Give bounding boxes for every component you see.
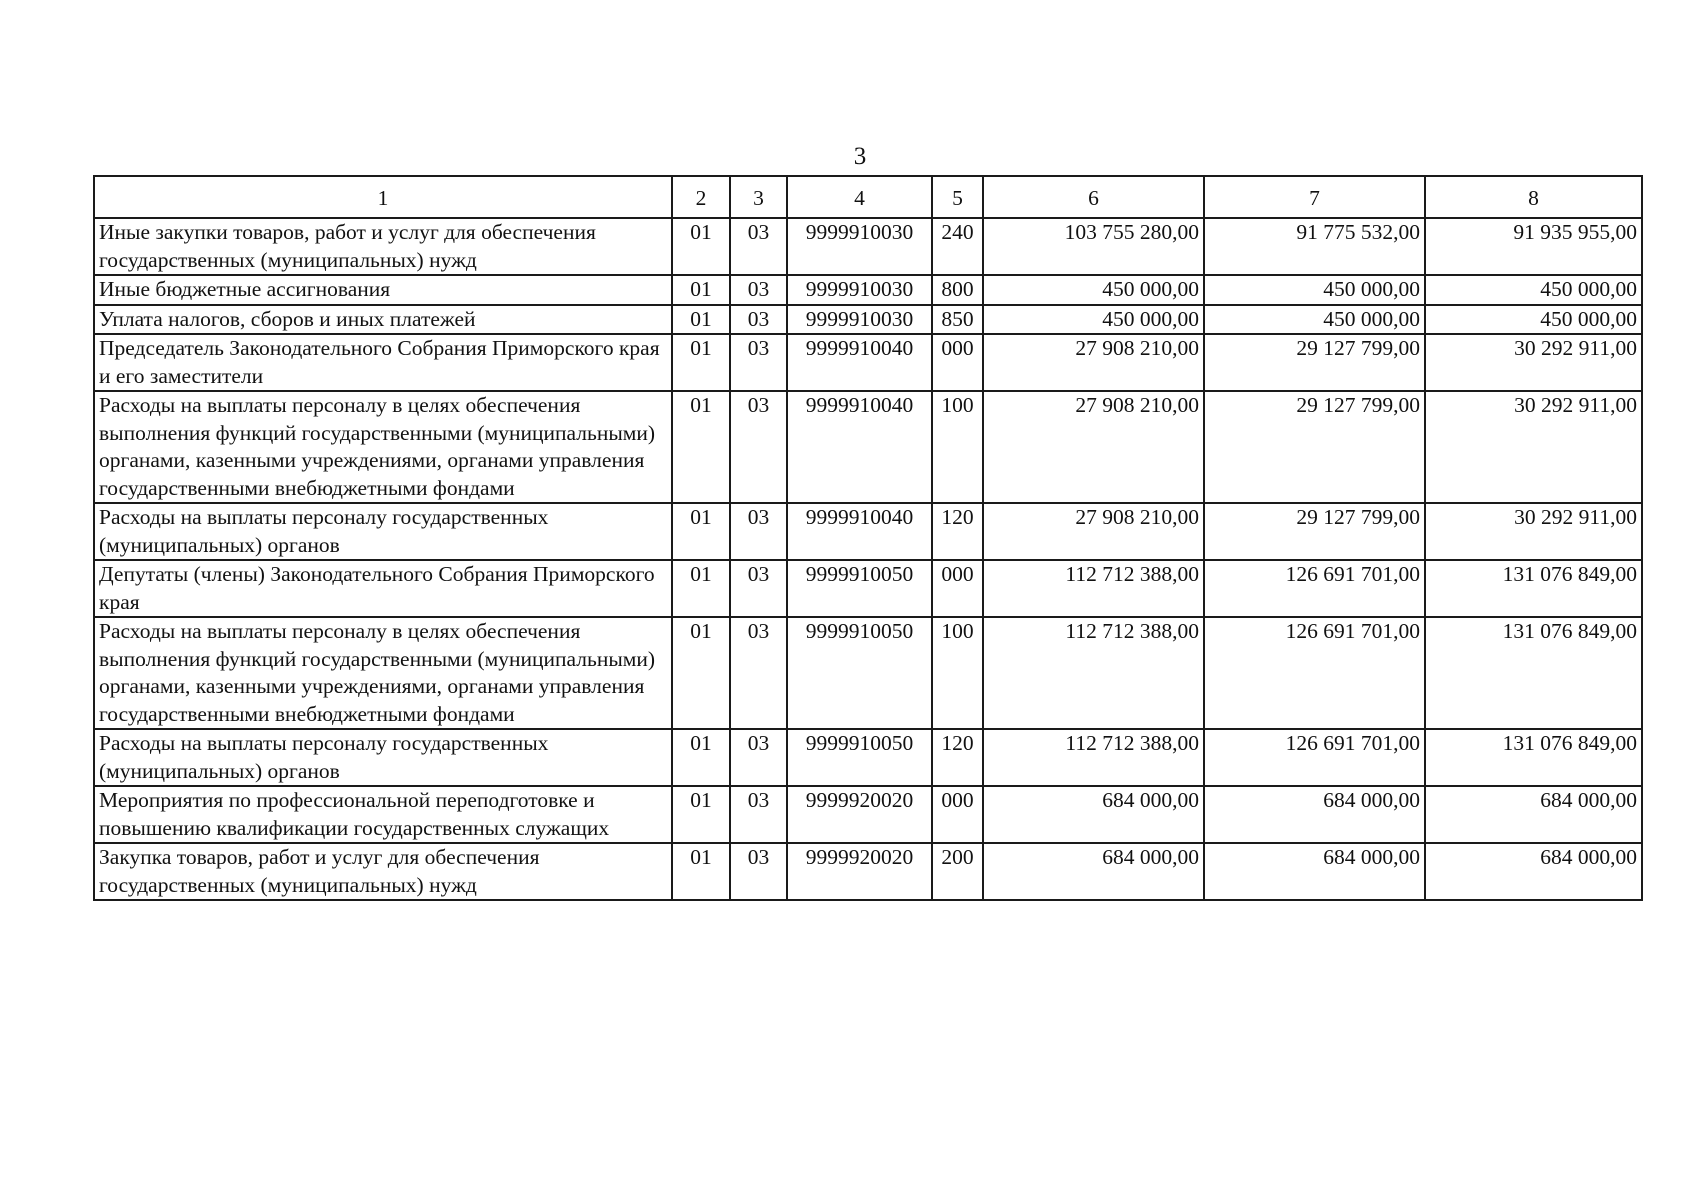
row-section-code: 01 <box>672 275 730 305</box>
row-amount-col-6: 112 712 388,00 <box>983 617 1204 729</box>
column-number-header-row <box>94 176 1642 218</box>
row-name: Депутаты (члены) Законодательного Собрания Приморского края <box>94 560 672 617</box>
column-header-2: 2 <box>672 176 730 218</box>
row-expense-type-code: 000 <box>932 334 983 391</box>
row-amount-col-6: 112 712 388,00 <box>983 729 1204 786</box>
row-amount-col-6: 27 908 210,00 <box>983 334 1204 391</box>
row-section-code: 01 <box>672 843 730 900</box>
row-amount-col-8: 684 000,00 <box>1425 843 1642 900</box>
row-target-article-code: 9999910050 <box>787 617 932 729</box>
row-target-article-code: 9999910050 <box>787 729 932 786</box>
column-header-6: 6 <box>983 176 1204 218</box>
row-name: Расходы на выплаты персоналу государственных (муниципальных) органов <box>94 503 672 560</box>
budget-table <box>93 175 1643 901</box>
row-target-article-code: 9999910040 <box>787 334 932 391</box>
row-expense-type-code: 100 <box>932 617 983 729</box>
row-amount-col-7: 684 000,00 <box>1204 786 1425 843</box>
row-name: Расходы на выплаты персоналу в целях обеспечения выполнения функций государственными (муниципальными) органами, казенными учреждениями, органами управления государственными внебюджетными фондами <box>94 617 672 729</box>
page-number: 3 <box>853 143 867 170</box>
row-amount-col-7: 91 775 532,00 <box>1204 218 1425 275</box>
row-target-article-code: 9999910040 <box>787 503 932 560</box>
row-amount-col-8: 131 076 849,00 <box>1425 617 1642 729</box>
row-amount-col-7: 450 000,00 <box>1204 275 1425 305</box>
row-amount-col-8: 30 292 911,00 <box>1425 391 1642 503</box>
row-amount-col-6: 112 712 388,00 <box>983 560 1204 617</box>
row-expense-type-code: 000 <box>932 560 983 617</box>
row-subsection-code: 03 <box>730 503 787 560</box>
row-amount-col-8: 684 000,00 <box>1425 786 1642 843</box>
row-target-article-code: 9999910030 <box>787 275 932 305</box>
row-amount-col-6: 450 000,00 <box>983 275 1204 305</box>
row-subsection-code: 03 <box>730 305 787 335</box>
column-header-1: 1 <box>94 176 672 218</box>
row-subsection-code: 03 <box>730 617 787 729</box>
row-section-code: 01 <box>672 391 730 503</box>
row-amount-col-7: 126 691 701,00 <box>1204 560 1425 617</box>
row-section-code: 01 <box>672 334 730 391</box>
row-expense-type-code: 800 <box>932 275 983 305</box>
column-header-8: 8 <box>1425 176 1642 218</box>
row-expense-type-code: 240 <box>932 218 983 275</box>
table-row <box>94 218 1642 275</box>
row-amount-col-6: 684 000,00 <box>983 843 1204 900</box>
row-target-article-code: 9999910040 <box>787 391 932 503</box>
row-expense-type-code: 200 <box>932 843 983 900</box>
row-subsection-code: 03 <box>730 218 787 275</box>
column-header-5: 5 <box>932 176 983 218</box>
row-expense-type-code: 120 <box>932 503 983 560</box>
row-subsection-code: 03 <box>730 729 787 786</box>
row-section-code: 01 <box>672 617 730 729</box>
row-amount-col-7: 29 127 799,00 <box>1204 503 1425 560</box>
row-amount-col-7: 684 000,00 <box>1204 843 1425 900</box>
table-row <box>94 560 1642 617</box>
row-target-article-code: 9999920020 <box>787 786 932 843</box>
column-header-7: 7 <box>1204 176 1425 218</box>
row-amount-col-8: 91 935 955,00 <box>1425 218 1642 275</box>
row-section-code: 01 <box>672 218 730 275</box>
table-row <box>94 334 1642 391</box>
row-subsection-code: 03 <box>730 560 787 617</box>
row-amount-col-8: 450 000,00 <box>1425 275 1642 305</box>
row-amount-col-8: 450 000,00 <box>1425 305 1642 335</box>
row-amount-col-6: 684 000,00 <box>983 786 1204 843</box>
row-name: Расходы на выплаты персоналу в целях обеспечения выполнения функций государственными (муниципальными) органами, казенными учреждениями, органами управления государственными внебюджетными фондами <box>94 391 672 503</box>
row-amount-col-7: 29 127 799,00 <box>1204 391 1425 503</box>
row-expense-type-code: 000 <box>932 786 983 843</box>
row-subsection-code: 03 <box>730 275 787 305</box>
row-amount-col-7: 126 691 701,00 <box>1204 729 1425 786</box>
row-amount-col-7: 29 127 799,00 <box>1204 334 1425 391</box>
row-target-article-code: 9999910050 <box>787 560 932 617</box>
row-name: Председатель Законодательного Собрания Приморского края и его заместители <box>94 334 672 391</box>
row-name: Мероприятия по профессиональной переподготовке и повышению квалификации государственных служащих <box>94 786 672 843</box>
row-target-article-code: 9999920020 <box>787 843 932 900</box>
table-row <box>94 617 1642 729</box>
column-header-4: 4 <box>787 176 932 218</box>
table-row <box>94 275 1642 305</box>
row-target-article-code: 9999910030 <box>787 305 932 335</box>
row-subsection-code: 03 <box>730 334 787 391</box>
row-subsection-code: 03 <box>730 786 787 843</box>
table-row <box>94 305 1642 335</box>
row-expense-type-code: 100 <box>932 391 983 503</box>
row-amount-col-7: 126 691 701,00 <box>1204 617 1425 729</box>
row-name: Расходы на выплаты персоналу государственных (муниципальных) органов <box>94 729 672 786</box>
row-section-code: 01 <box>672 560 730 617</box>
row-expense-type-code: 120 <box>932 729 983 786</box>
row-section-code: 01 <box>672 503 730 560</box>
row-name: Иные закупки товаров, работ и услуг для обеспечения государственных (муниципальных) нужд <box>94 218 672 275</box>
row-amount-col-6: 450 000,00 <box>983 305 1204 335</box>
row-section-code: 01 <box>672 305 730 335</box>
row-expense-type-code: 850 <box>932 305 983 335</box>
row-amount-col-6: 27 908 210,00 <box>983 503 1204 560</box>
row-amount-col-6: 27 908 210,00 <box>983 391 1204 503</box>
row-section-code: 01 <box>672 729 730 786</box>
row-amount-col-8: 30 292 911,00 <box>1425 503 1642 560</box>
table-row <box>94 843 1642 900</box>
row-subsection-code: 03 <box>730 843 787 900</box>
row-amount-col-7: 450 000,00 <box>1204 305 1425 335</box>
row-amount-col-8: 131 076 849,00 <box>1425 560 1642 617</box>
table-row <box>94 729 1642 786</box>
table-row <box>94 391 1642 503</box>
row-amount-col-8: 131 076 849,00 <box>1425 729 1642 786</box>
row-amount-col-6: 103 755 280,00 <box>983 218 1204 275</box>
table-row <box>94 503 1642 560</box>
row-name: Уплата налогов, сборов и иных платежей <box>94 305 672 335</box>
column-header-3: 3 <box>730 176 787 218</box>
row-name: Закупка товаров, работ и услуг для обеспечения государственных (муниципальных) нужд <box>94 843 672 900</box>
row-name: Иные бюджетные ассигнования <box>94 275 672 305</box>
table-row <box>94 786 1642 843</box>
row-subsection-code: 03 <box>730 391 787 503</box>
row-target-article-code: 9999910030 <box>787 218 932 275</box>
row-section-code: 01 <box>672 786 730 843</box>
row-amount-col-8: 30 292 911,00 <box>1425 334 1642 391</box>
